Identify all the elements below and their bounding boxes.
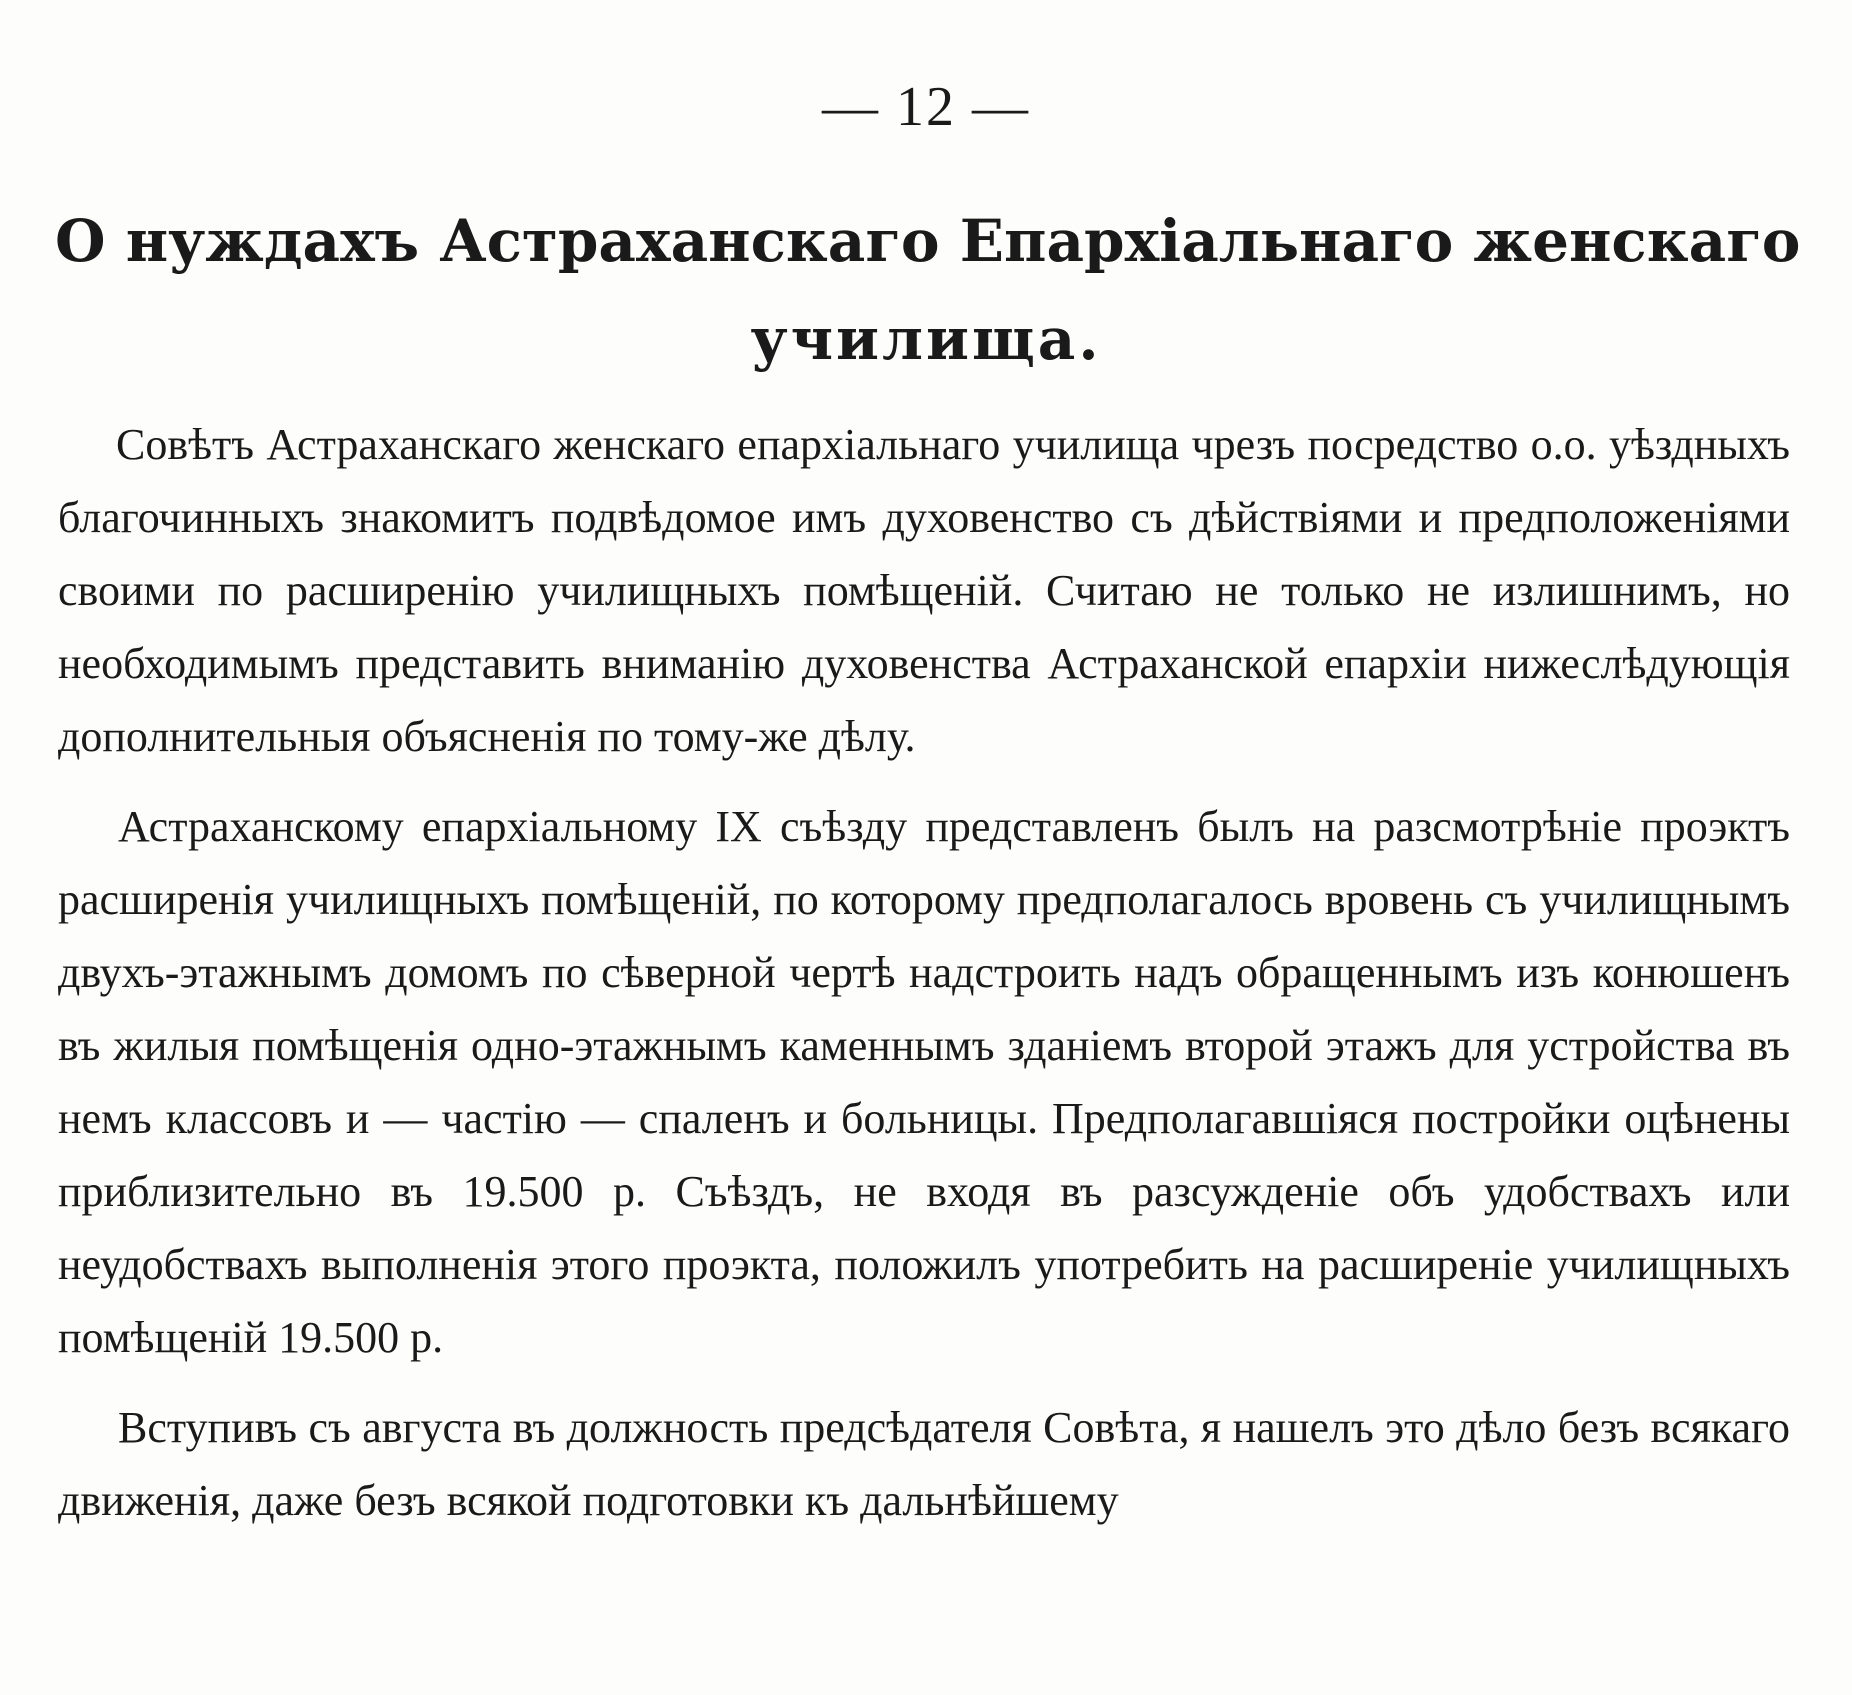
article-title-line-2: училища. xyxy=(750,305,1102,373)
article-body xyxy=(58,408,1790,1554)
page-number: — 12 — xyxy=(822,76,1030,138)
article-title xyxy=(55,192,1801,388)
paragraph-1: Совѣтъ Астраханскаго женскаго епархіальнаго училища чрезъ посредство о.о. уѣздныхъ благочинныхъ знакомитъ подвѣдомое имъ духовенство съ дѣйствіями и предположеніями своими по расширенію училищныхъ помѣщеній. Считаю не только не излишнимъ, но необходимымъ представить вниманію духовенства Астраханской епархіи нижеслѣдующія дополнительныя объясненія по тому-же дѣлу. xyxy=(58,420,1790,761)
article-title-line-1: О нуждахъ Астраханскаго Епархіальнаго женскаго xyxy=(55,207,1801,275)
paragraph-2: Астраханскому епархіальному IX съѣзду представленъ былъ на разсмотрѣніе проэктъ расширенія училищныхъ помѣщеній, по которому предполагалось вровень съ училищнымъ двухъ-этажнымъ домомъ по сѣверной чертѣ надстроить надъ обращеннымъ изъ конюшенъ въ жилыя помѣщенія одно-этажнымъ каменнымъ зданіемъ второй этажъ для устройства въ немъ классовъ и — частію — спаленъ и больницы. Предполагавшіяся постройки оцѣнены приблизительно въ 19.500 р. Съѣздъ, не входя въ разсужденіе объ удобствахъ или неудобствахъ выполненія этого проэкта, положилъ употребить на расширеніе училищныхъ помѣщеній 19.500 р. xyxy=(58,802,1790,1362)
paragraph-3: Вступивъ съ августа въ должность предсѣдателя Совѣта, я нашелъ это дѣло безъ всякаго движенія, даже безъ всякой подготовки къ дальнѣйшему xyxy=(58,1403,1790,1525)
